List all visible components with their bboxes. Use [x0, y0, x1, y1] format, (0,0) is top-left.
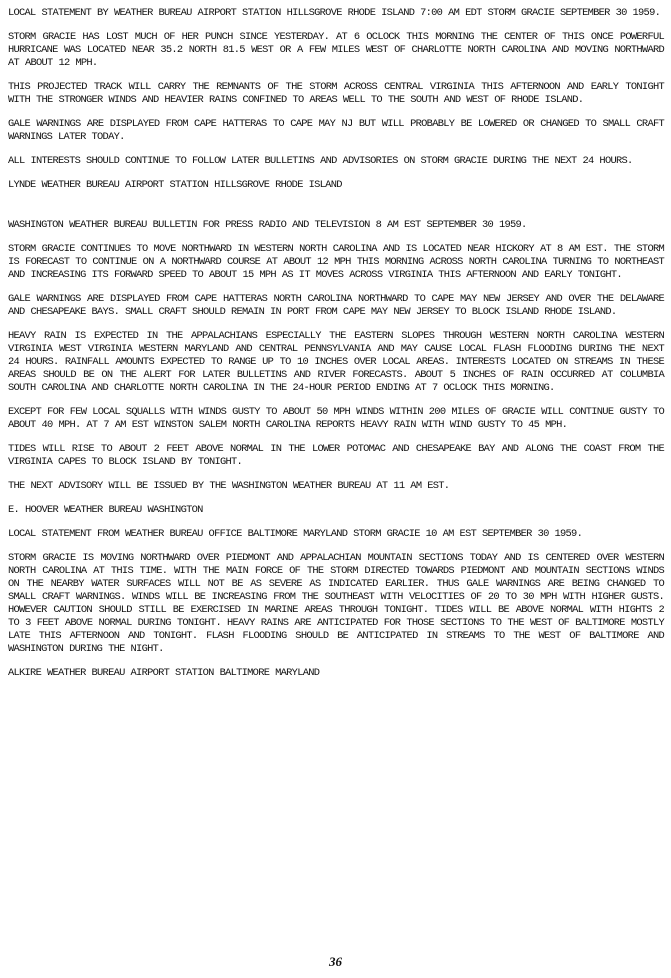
paragraph-gale-warnings-hillsgrove: GALE WARNINGS ARE DISPLAYED FROM CAPE HATTERAS TO CAPE MAY NJ BUT WILL PROBABLY BE LOWERED OR CHANGED TO SMALL CRAFT WARNINGS LATER TODAY. — [8, 118, 664, 143]
page-number: 36 — [329, 954, 342, 969]
paragraph-winds: EXCEPT FOR FEW LOCAL SQUALLS WITH WINDS GUSTY TO ABOUT 50 MPH WINDS WITHIN 200 MILES OF GRACIE WILL CONTINUE GUSTY TO ABOUT 40 MPH. AT 7 AM EST WINSTON SALEM NORTH CAROLINA REPORTS HEAVY RAIN WITH WIND GUSTY TO 45 MPH. — [8, 406, 664, 431]
paragraph-gale-warnings-washington: GALE WARNINGS ARE DISPLAYED FROM CAPE HATTERAS NORTH CAROLINA NORTHWARD TO CAPE MAY NEW JERSEY AND OVER THE DELAWARE AND CHESAPEAKE BAYS. SMALL CRAFT SHOULD REMAIN IN PORT FROM CAPE MAY NEW JERSEY TO BLOCK ISLAND RHODE ISLAND. — [8, 293, 664, 318]
signature-lynde: LYNDE WEATHER BUREAU AIRPORT STATION HILLSGROVE RHODE ISLAND — [8, 179, 342, 191]
bulletin-header-washington: WASHINGTON WEATHER BUREAU BULLETIN FOR PRESS RADIO AND TELEVISION 8 AM EST SEPTEMBER 30 1959. — [8, 219, 527, 231]
paragraph-next-advisory: THE NEXT ADVISORY WILL BE ISSUED BY THE WASHINGTON WEATHER BUREAU AT 11 AM EST. — [8, 480, 450, 492]
signature-hoover: E. HOOVER WEATHER BUREAU WASHINGTON — [8, 504, 203, 516]
paragraph-heavy-rain: HEAVY RAIN IS EXPECTED IN THE APPALACHIANS ESPECIALLY THE EASTERN SLOPES THROUGH WESTERN NORTH CAROLINA WESTERN VIRGINIA WEST VIRGINIA WESTERN MARYLAND AND CENTRAL PENNSYLVANIA AND MAY CAUSE LOCAL FLASH FLOODING DURING THE NEXT 24 HOURS. RAINFALL AMOUNTS EXPECTED TO RANGE UP TO 10 INCHES OVER LOCAL AREAS. INTERESTS LOCATED ON STREAMS IN THESE AREAS SHOULD BE ON THE ALERT FOR LATER BULLETINS AND RIVER FORECASTS. ABOUT 5 INCHES OF RAIN OCCURRED AT COLUMBIA SOUTH CAROLINA AND CHARLOTTE NORTH CAROLINA IN THE 24-HOUR PERIOD ENDING AT 7 OCLOCK THIS MORNING. — [8, 330, 664, 394]
signature-alkire: ALKIRE WEATHER BUREAU AIRPORT STATION BALTIMORE MARYLAND — [8, 667, 320, 679]
statement-header-hillsgrove: LOCAL STATEMENT BY WEATHER BUREAU AIRPORT STATION HILLSGROVE RHODE ISLAND 7:00 AM EDT STORM GRACIE SEPTEMBER 30 1959. — [8, 7, 661, 19]
paragraph-storm-movement: STORM GRACIE CONTINUES TO MOVE NORTHWARD IN WESTERN NORTH CAROLINA AND IS LOCATED NEAR HICKORY AT 8 AM EST. THE STORM IS FORECAST TO CONTINUE ON A NORTHWARD COURSE AT ABOUT 12 MPH THIS MORNING ACROSS NORTH CAROLINA TURNING TO NORTHEAST AND INCREASING ITS FORWARD SPEED TO ABOUT 15 MPH AS IT MOVES ACROSS VIRGINIA THIS AFTERNOON AND EARLY TONIGHT. — [8, 243, 664, 281]
document-body — [8, 7, 664, 691]
paragraph-storm-position: STORM GRACIE HAS LOST MUCH OF HER PUNCH SINCE YESTERDAY. AT 6 OCLOCK THIS MORNING THE CENTER OF THIS ONCE POWERFUL HURRICANE WAS LOCATED NEAR 35.2 NORTH 81.5 WEST OR A FEW MILES WEST OF CHARLOTTE NORTH CAROLINA AND MOVING NORTHWARD AT ABOUT 12 MPH. — [8, 31, 664, 69]
statement-header-baltimore: LOCAL STATEMENT FROM WEATHER BUREAU OFFICE BALTIMORE MARYLAND STORM GRACIE 10 AM EST SEPTEMBER 30 1959. — [8, 528, 583, 540]
paragraph-tides: TIDES WILL RISE TO ABOUT 2 FEET ABOVE NORMAL IN THE LOWER POTOMAC AND CHESAPEAKE BAY AND ALONG THE COAST FROM THE VIRGINIA CAPES TO BLOCK ISLAND BY TONIGHT. — [8, 443, 664, 468]
paragraph-all-interests: ALL INTERESTS SHOULD CONTINUE TO FOLLOW LATER BULLETINS AND ADVISORIES ON STORM GRACIE DURING THE NEXT 24 HOURS. — [8, 155, 633, 167]
paragraph-baltimore-statement: STORM GRACIE IS MOVING NORTHWARD OVER PIEDMONT AND APPALACHIAN MOUNTAIN SECTIONS TODAY AND IS CENTERED OVER WESTERN NORTH CAROLINA AT THIS TIME. WITH THE MAIN FORCE OF THE STORM DIRECTED TOWARDS PIEDMONT AND MOUNTAIN SECTIONS WINDS ON THE NEARBY WATER SURFACES WILL NOT BE AS SEVERE AS INDICATED EARLIER. THUS GALE WARNINGS ARE BEING CHANGED TO SMALL CRAFT WARNINGS. WINDS WILL BE INCREASING FROM THE SOUTHEAST WITH VELOCITIES OF 20 TO 30 MPH WITH HIGHER GUSTS. HOWEVER CAUTION SHOULD STILL BE EXERCISED IN MARINE AREAS THROUGH TONIGHT. TIDES WILL BE ABOVE NORMAL WITH HIGHTS 2 TO 3 FEET ABOVE NORMAL DURING TONIGHT. HEAVY RAINS ARE ANTICIPATED FOR THOSE SECTIONS TO THE WEST OF BALTIMORE MOSTLY LATE THIS AFTERNOON AND TONIGHT. FLASH FLOODING SHOULD BE ANTICIPATED IN STREAMS TO THE WEST OF BALTIMORE AND WASHINGTON DURING THE NIGHT. — [8, 552, 664, 655]
paragraph-projected-track: THIS PROJECTED TRACK WILL CARRY THE REMNANTS OF THE STORM ACROSS CENTRAL VIRGINIA THIS AFTERNOON AND EARLY TONIGHT WITH THE STRONGER WINDS AND HEAVIER RAINS CONFINED TO AREAS WELL TO THE SOUTH AND WEST OF RHODE ISLAND. — [8, 81, 664, 106]
section-gap — [8, 203, 664, 219]
